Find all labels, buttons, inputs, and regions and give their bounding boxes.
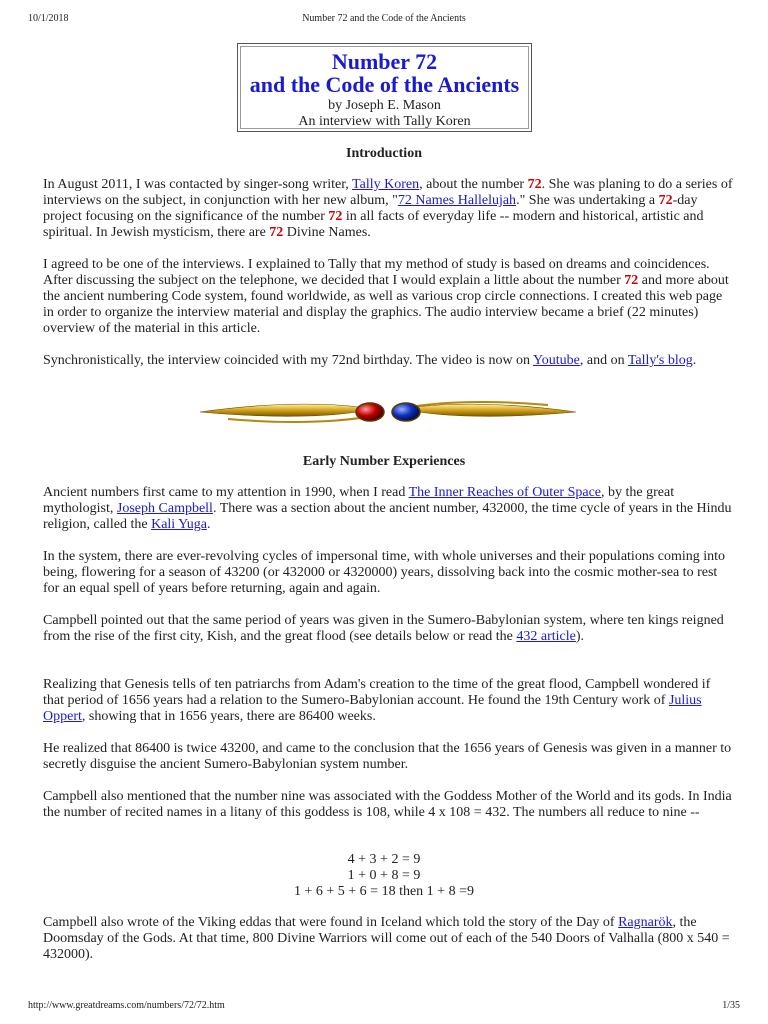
print-date: 10/1/2018 bbox=[28, 13, 69, 24]
link-kali-yuga[interactable]: Kali Yuga bbox=[151, 517, 207, 532]
section-heading-introduction: Introduction bbox=[346, 146, 422, 161]
link-tallys-blog[interactable]: Tally's blog bbox=[627, 353, 693, 368]
equation-3: 1 + 6 + 5 + 6 = 18 then 1 + 8 =9 bbox=[294, 884, 474, 899]
print-url: http://www.greatdreams.com/numbers/72/72.htm bbox=[28, 1000, 225, 1011]
early-paragraph-7: Campbell also wrote of the Viking eddas that were found in Iceland which told the story of the Day of Ragnarök, the Doomsday of the Gods. At that time, 800 Divine Warriors will come out of each of the 540 Doors of Valhalla (800 x 540 = 432000). bbox=[43, 915, 730, 962]
link-tally-koren[interactable]: Tally Koren bbox=[352, 177, 420, 192]
link-inner-reaches[interactable]: The Inner Reaches of Outer Space bbox=[408, 485, 602, 500]
print-header bbox=[28, 13, 740, 27]
number-72: 72 bbox=[624, 273, 639, 288]
link-julius-oppert[interactable]: Julius Oppert bbox=[43, 693, 702, 724]
link-youtube[interactable]: Youtube bbox=[533, 353, 580, 368]
equation-2: 1 + 0 + 8 = 9 bbox=[347, 868, 421, 883]
equation-1: 4 + 3 + 2 = 9 bbox=[347, 852, 421, 867]
number-72: 72 bbox=[269, 225, 284, 240]
section-heading-early-number-experiences: Early Number Experiences bbox=[302, 454, 466, 469]
early-paragraph-1: Ancient numbers first came to my attention in 1990, when I read The Inner Reaches of Outer Space, by the great mythologist, Joseph Campbell. There was a section about the ancient number, 432000, the time cycle of years in the Hindu religion, called the Kali Yuga. bbox=[43, 485, 732, 532]
ornamental-divider-icon bbox=[198, 395, 578, 429]
print-title: Number 72 and the Code of the Ancients bbox=[302, 13, 466, 24]
page-title-line2: and the Code of the Ancients bbox=[249, 72, 520, 97]
page-number: 1/35 bbox=[722, 1000, 740, 1011]
number-72: 72 bbox=[328, 209, 343, 224]
link-72-names-hallelujah[interactable]: 72 Names Hallelujah bbox=[397, 193, 517, 208]
page-title-line1: Number 72 bbox=[331, 49, 438, 74]
link-432-article[interactable]: 432 article bbox=[516, 629, 576, 644]
early-paragraph-6: Campbell also mentioned that the number nine was associated with the Goddess Mother of the World and its gods. In India the number of recited names in a litany of this goddess is 108, while 4 x 108 = 432. The numbers all reduce to nine -- bbox=[43, 789, 732, 820]
early-paragraph-3: Campbell pointed out that the same period of years was given in the Sumero-Babylonian system, where ten kings reigned from the rise of the first city, Kish, and the great flood (see details below or read the 432 article). bbox=[43, 613, 724, 644]
link-ragnarok[interactable]: Ragnarök bbox=[618, 915, 673, 930]
byline: by Joseph E. Mason bbox=[328, 98, 441, 113]
early-paragraph-2: In the system, there are ever-revolving cycles of impersonal time, with whole universes and their populations coming into being, flowering for a season of 43200 (or 432000 or 4320000) years, dissolving back into the cosmic mother-sea to rest for an equal spell of years before returning, again and again. bbox=[43, 549, 726, 596]
title-box bbox=[237, 43, 532, 132]
intro-paragraph-1: In August 2011, I was contacted by singer-song writer, Tally Koren, about the number 72. She was planing to do a series of interviews on the subject, in conjunction with her new album, "72 Names Hallelujah." She was undertaking a 72-day project focusing on the significance of the number 72 in all facts of everyday life -- modern and historical, artistic and spiritual. In Jewish mysticism, there are 72 Divine Names. bbox=[43, 177, 733, 240]
intro-paragraph-3: Synchronistically, the interview coincided with my 72nd birthday. The video is now on Youtube, and on Tally's blog. bbox=[43, 353, 697, 368]
number-72: 72 bbox=[658, 193, 673, 208]
print-footer bbox=[28, 1000, 740, 1014]
subtitle: An interview with Tally Koren bbox=[298, 114, 471, 129]
early-paragraph-4: Realizing that Genesis tells of ten patriarchs from Adam's creation to the time of the great flood, Campbell wondered if that period of 1656 years had a relation to the Sumero-Babylonian account. He found the 19th Century work of Julius Oppert, showing that in 1656 years, there are 86400 weeks. bbox=[43, 677, 711, 724]
number-72: 72 bbox=[527, 177, 542, 192]
link-joseph-campbell[interactable]: Joseph Campbell bbox=[116, 501, 213, 516]
early-paragraph-5: He realized that 86400 is twice 43200, and came to the conclusion that the 1656 years of Genesis was given in a manner to secretly disguise the ancient Sumero-Babylonian system number. bbox=[43, 741, 732, 772]
intro-paragraph-2: I agreed to be one of the interviews. I explained to Tally that my method of study is based on dreams and coincidences. After discussing the subject on the telephone, we decided that I would explain a little about the number 72 and more about the ancient numbering Code system, found worldwide, as well as various crop circle connections. I created this web page in order to organize the interview material and display the graphics. The audio interview became a brief (22 minutes) overview of the material in this article. bbox=[43, 257, 729, 336]
